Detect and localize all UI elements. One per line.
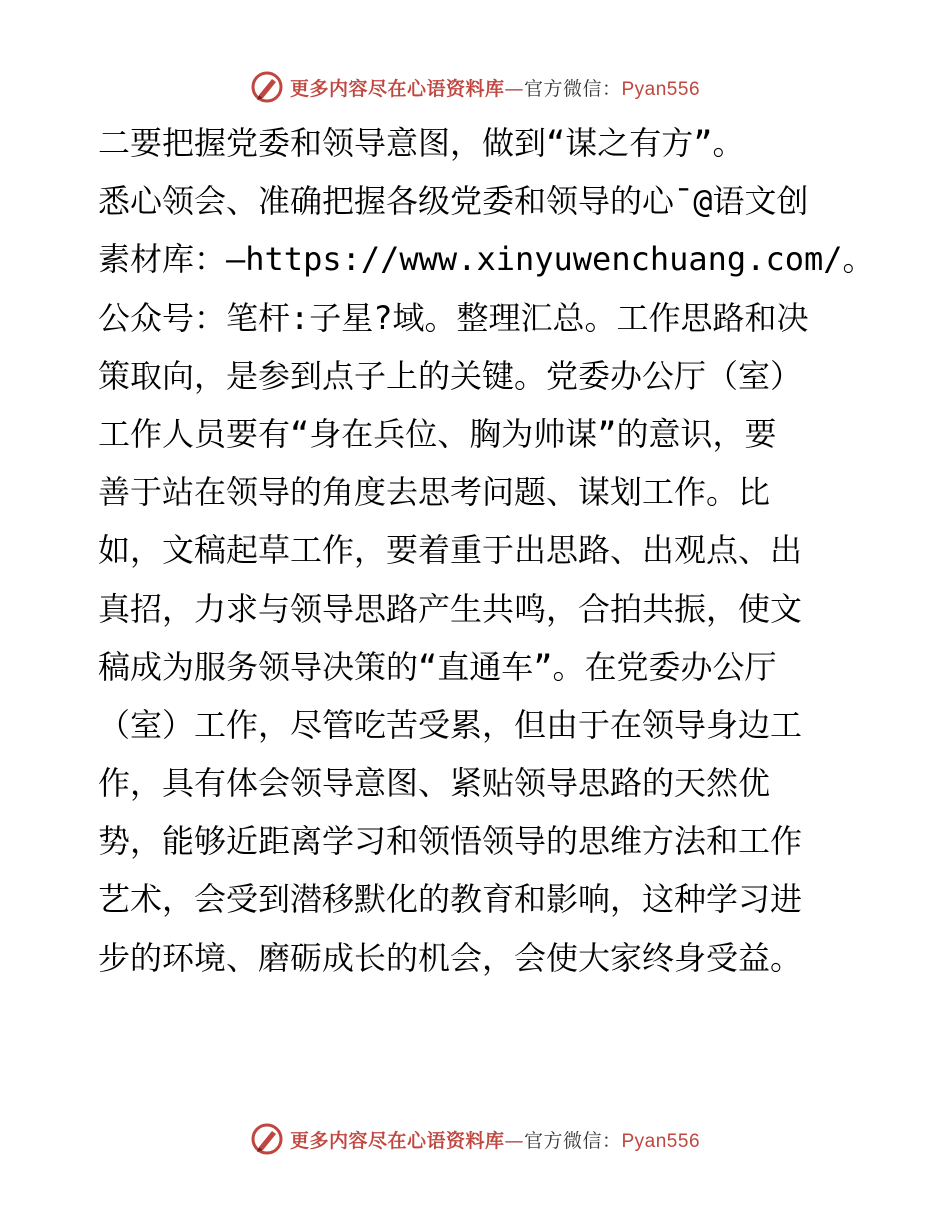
banner-main-text: 更多内容尽在心语资料库 <box>289 1129 505 1152</box>
paragraph-line: 步的环境、磨砺成长的机会，会使大家终身受益。 <box>98 938 803 977</box>
banner-dash: — <box>504 1129 524 1152</box>
banner-wechat-label: 官方微信： <box>523 1129 622 1152</box>
banner-main-text: 更多内容尽在心语资料库 <box>289 77 505 100</box>
banner-wechat-id: Pyan556 <box>621 78 701 100</box>
paragraph-line: 策取向，是参到点子上的关键。党委办公厅（室） <box>98 356 803 395</box>
footer-banner <box>0 1122 950 1156</box>
banner-dash: — <box>504 77 524 100</box>
paragraph-line: 悉心领会、准确把握各级党委和领导的心¯@语文创 <box>98 182 809 221</box>
paragraph-line: 二要把握党委和领导意图，做到“谋之有方”。 <box>98 124 745 162</box>
paragraph-line: 真招，力求与领导思路产生共鸣，合拍共振，使文 <box>98 589 803 628</box>
pen-logo-icon <box>250 70 284 104</box>
paragraph-line: 工作人员要有“身在兵位、胸为帅谋”的意识，要 <box>98 414 777 453</box>
header-banner <box>0 70 950 104</box>
banner-text <box>290 74 700 101</box>
paragraph-line: 如，文稿起草工作，要着重于出思路、出观点、出 <box>98 531 803 570</box>
pen-logo-icon <box>250 1122 284 1156</box>
paragraph-line: （室）工作，尽管吃苦受累，但由于在领导身边工 <box>98 705 803 744</box>
paragraph-line: 善于站在领导的角度去思考问题、谋划工作。比 <box>98 473 771 512</box>
paragraph-line: 公众号：笔杆:子星?域。整理汇总。工作思路和决 <box>98 298 809 337</box>
banner-wechat-id: Pyan556 <box>621 1130 701 1152</box>
paragraph-line: 素材库：—https://www.xinyuwenchuang.com/。 <box>98 240 875 279</box>
paragraph-line: 势，能够近距离学习和领悟领导的思维方法和工作 <box>98 822 803 861</box>
paragraph-line: 艺术，会受到潜移默化的教育和影响，这种学习进 <box>98 880 803 919</box>
banner-text <box>290 1126 700 1153</box>
paragraph-line: 作，具有体会领导意图、紧贴领导思路的天然优 <box>98 764 771 803</box>
document-paragraph <box>98 114 875 987</box>
paragraph-line: 稿成为服务领导决策的“直通车”。在党委办公厅 <box>98 647 777 686</box>
banner-wechat-label: 官方微信： <box>523 77 622 100</box>
